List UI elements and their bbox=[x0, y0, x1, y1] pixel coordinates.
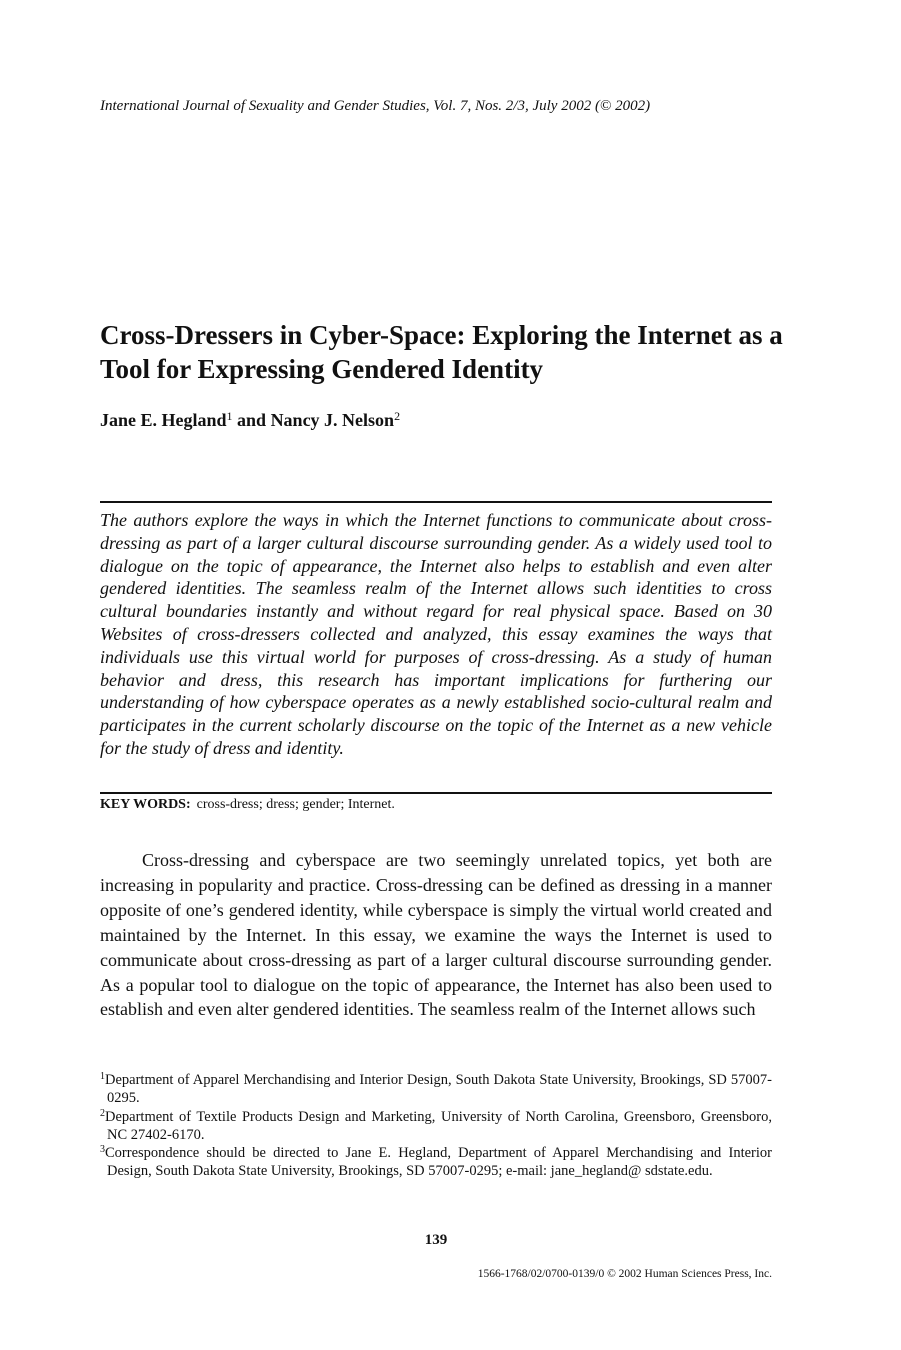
footnote-text: Department of Textile Products Design and Marketing, University of North Carolina, Greensboro, Greensboro, NC 27402-6170. bbox=[105, 1108, 772, 1143]
footnote bbox=[100, 1144, 772, 1181]
footnote-mark: 1 bbox=[100, 1071, 105, 1082]
footnote-mark: 1 bbox=[226, 409, 233, 423]
author-conjunction: and bbox=[237, 410, 267, 430]
footnote bbox=[100, 1108, 772, 1145]
footnotes bbox=[100, 1071, 772, 1181]
keywords bbox=[100, 796, 772, 814]
footnote-mark: 2 bbox=[100, 1107, 105, 1119]
page-number: 139 bbox=[424, 1232, 448, 1248]
abstract-top-rule bbox=[100, 501, 772, 503]
article-title: Cross-Dressers in Cyber-Space: Exploring the Internet as a Tool for Expressing Gendered Identity bbox=[100, 320, 783, 384]
keywords-value: cross-dress; dress; gender; Internet. bbox=[196, 797, 395, 812]
author-name: Jane E. Hegland bbox=[100, 410, 227, 430]
footnote bbox=[100, 1071, 772, 1108]
footnote-mark: 2 bbox=[394, 409, 401, 423]
abstract-bottom-rule bbox=[100, 792, 772, 794]
footnote-text: Correspondence should be directed to Jane E. Hegland, Department of Apparel Merchandising and Interior Design, South Dakota State University, Brookings, SD 57007-0295; e-mail: jane_hegland@ sdstate.edu. bbox=[105, 1145, 772, 1180]
footnote-mark: 3 bbox=[100, 1144, 105, 1156]
journal-citation: International Journal of Sexuality and Gender Studies, Vol. 7, Nos. 2/3, July 2002 (© 2002) bbox=[100, 98, 651, 114]
abstract: The authors explore the ways in which the Internet functions to communicate about cross-dressing as part of a larger cultural discourse surrounding gender. As a widely used tool to dialogue on the topic of appearance, the Internet also helps to establish and even alter gendered identities. The seamless realm of the Internet allows such identities to cross cultural boundaries instantly and without regard for real physical space. Based on 30 Websites of cross-dressers collected and analyzed, this essay examines the ways that individuals use this virtual world for purposes of cross-dressing. As a study of human behavior and dress, this research has important implications for furthering our understanding of how cyberspace operates as a newly established socio-cultural realm and participates in the current scholarly discourse on the topic of the Internet as a new vehicle for the study of dress and identity. bbox=[100, 510, 772, 758]
footnote-text: Department of Apparel Merchandising and Interior Design, South Dakota State University, Brookings, SD 57007-0295. bbox=[105, 1072, 772, 1107]
keywords-label: KEY WORDS: bbox=[100, 797, 191, 812]
author-line bbox=[100, 409, 400, 431]
body-paragraph: Cross-dressing and cyberspace are two seemingly unrelated topics, yet both are increasing in popularity and practice. Cross-dressing can be defined as dressing in a manner opposite of one’s gendered identity, while cyberspace is simply the virtual world created and maintained by the Internet. In this essay, we examine the ways the Internet is used to communicate about cross-dressing as part of a larger cultural discourse surrounding gender. As a popular tool to dialogue on the topic of appearance, the Internet has also been used to establish and even alter gendered identities. The seamless realm of the Internet allows such bbox=[100, 850, 772, 1020]
author-name: Nancy J. Nelson bbox=[270, 410, 395, 430]
copyright-line: 1566-1768/02/0700-0139/0 © 2002 Human Sciences Press, Inc. bbox=[477, 1268, 772, 1280]
